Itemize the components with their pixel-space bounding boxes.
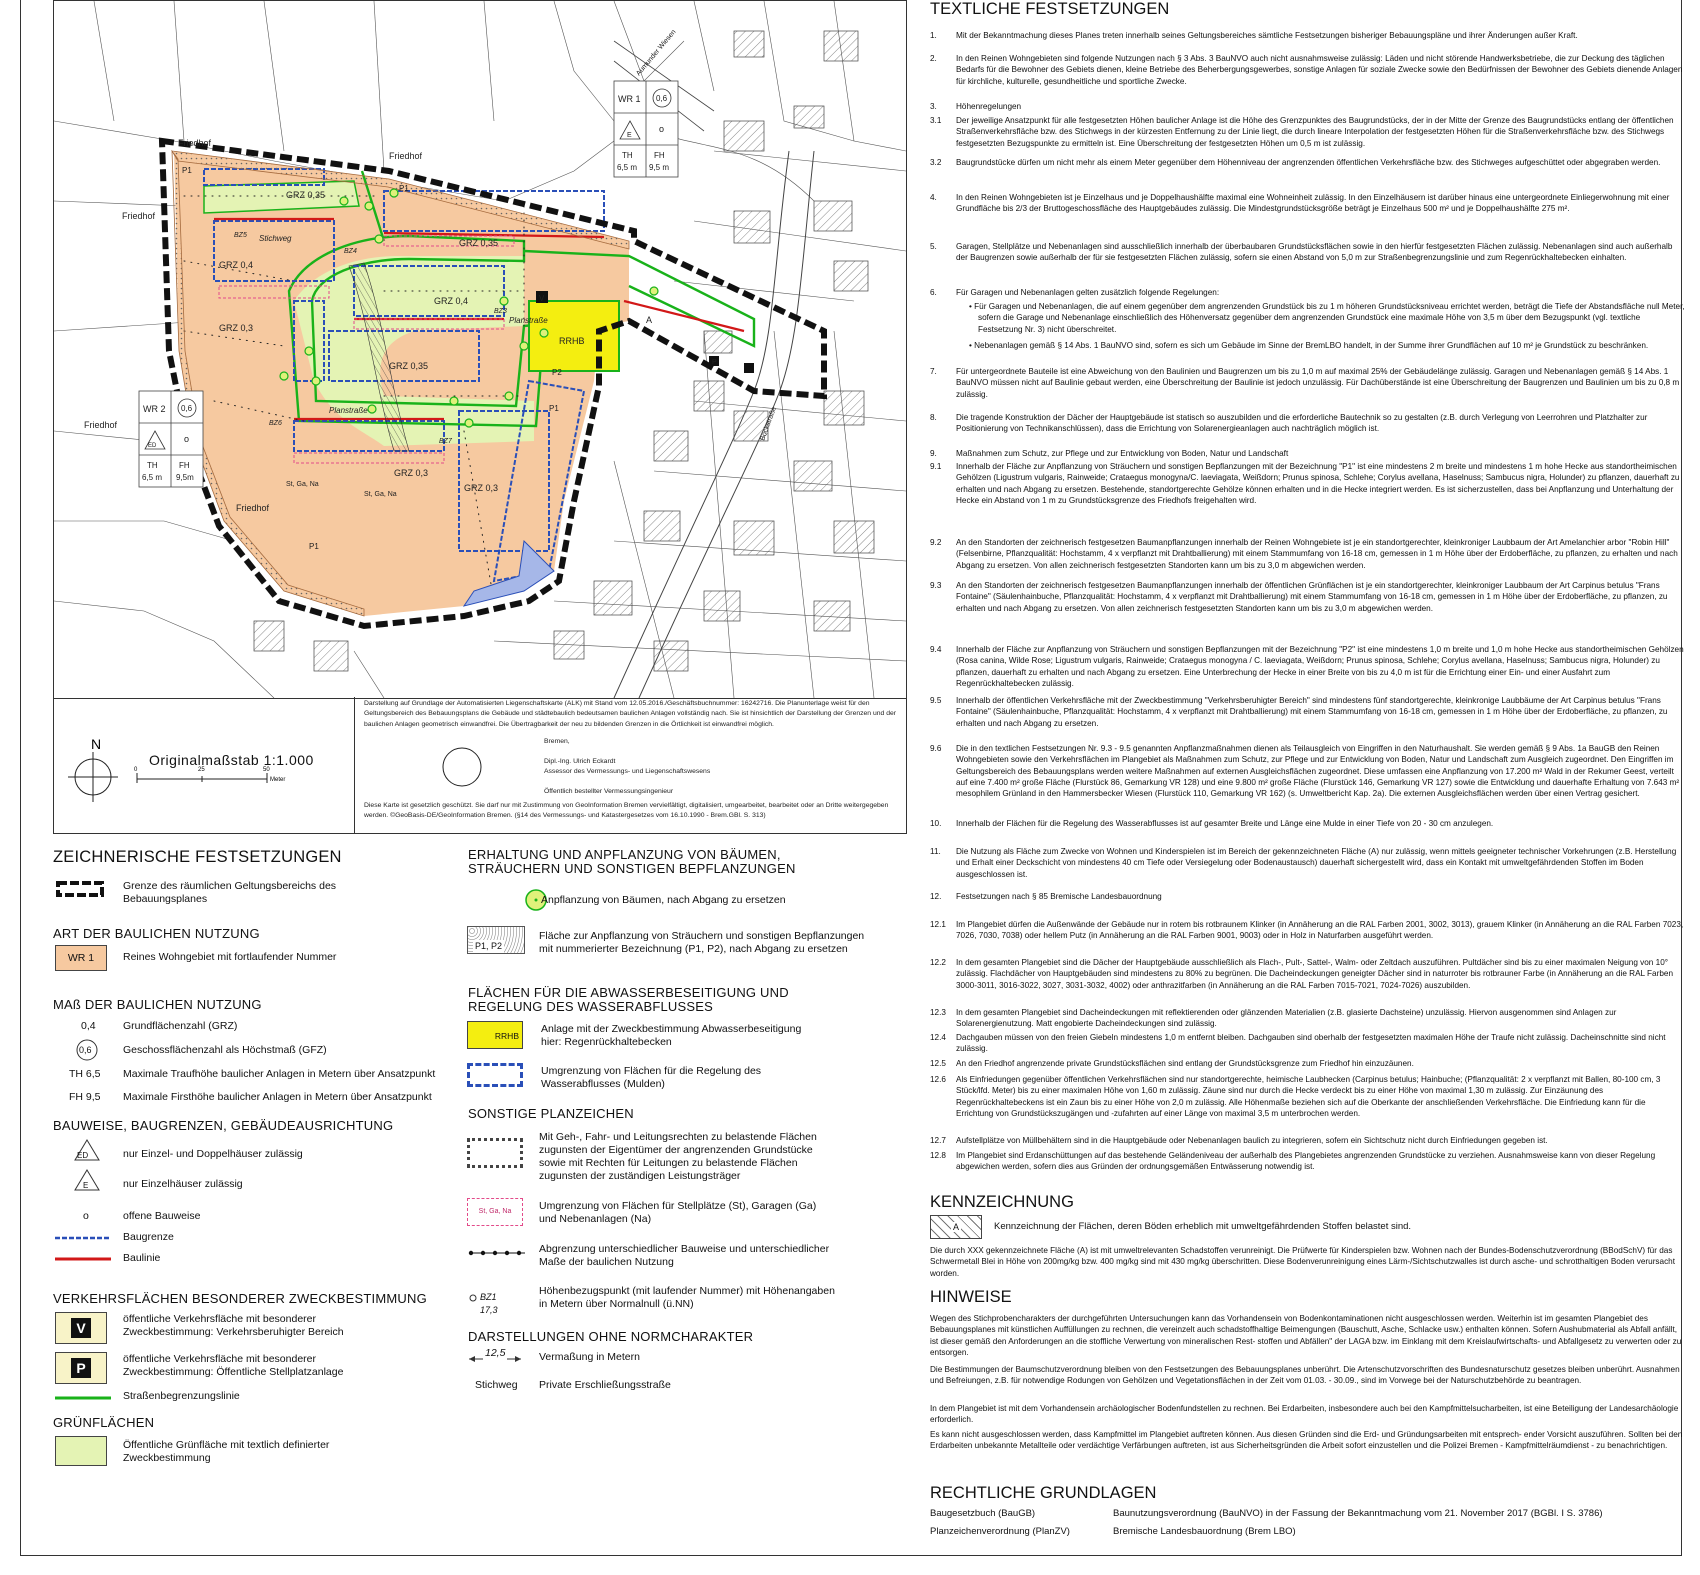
festsetzung-text: Im Plangebiet dürfen die Außenwände der Gebäude nur in rotem bis rotbraunem Klinker (in Annäherung an die RAL Farben 2001, 3002, 3013), grauem Klinker (in Annäherung an die RAL Farben 7023, 7026, 7030, 7038) oder hellem Putz (in Annäherung an die RAL Farben 9001, 9003) oder in Holz in Naturfarben ausgeführt werden.: [956, 920, 1684, 941]
festsetzung-number: 12.4: [930, 1033, 946, 1042]
festsetzung-number: 7.: [930, 367, 937, 376]
festsetzung-number: 9.6: [930, 744, 942, 753]
festsetzung-text: Baugrundstücke dürfen um nicht mehr als einem Meter gegenüber dem Höhenniveau der angrenzenden öffentlichen Verkehrsfläche bzw. des Stichweges aufgeschüttet oder abgegraben werden.: [956, 158, 1661, 167]
label-rrhb: RRHB: [559, 336, 585, 346]
legend-grenze: Grenze des räumlichen Geltungsbereichs des Bebauungsplanes: [123, 880, 337, 905]
festsetzung-item: [930, 891, 1685, 902]
legend-stga: Umgrenzung von Flächen für Stellplätze (St), Garagen (Ga) und Nebenanlagen (Na): [539, 1200, 817, 1225]
scale-tick-50: 50: [263, 767, 270, 773]
scale-tick-25: 25: [198, 767, 205, 773]
schablone-wr2-th: TH: [147, 461, 158, 470]
stich-symbol: Stichweg: [475, 1379, 518, 1391]
legend-title: ZEICHNERISCHE FESTSETZUNGEN: [53, 848, 342, 866]
stga-symbol: St, Ga, Na: [467, 1198, 523, 1226]
hinw-3: In dem Plangebiet ist mit dem Vorhandensein archäologischer Bodenfundstellen zu rechnen. Bei Erdarbeiten, insbesondere auch bei den Kampfmittelsucharbeiten, ist eine Beteiligung der Landesarchäologie erforderlich.: [930, 1404, 1679, 1425]
festsetzung-text: • Nebenanlagen gemäß § 14 Abs. 1 BauNVO sind, sofern es sich um Gebäude im Sinne der BremLBO handelt, in der Summe ihrer Grundflächen auf 10 m² je Grundstück zu beschränken.: [969, 341, 1649, 350]
bz-symbol: BZ1: [480, 1292, 497, 1302]
text-panel: [930, 0, 1690, 1555]
festsetzung-text: Innerhalb der Flächen für die Regelung des Wasserabflusses ist auf gesamter Breite und Länge eine Mulde in einer Tiefe von 20 - 30 cm anzulegen.: [956, 819, 1494, 828]
festsetzung-number: 1.: [930, 31, 937, 40]
festsetzung-item: [930, 101, 1685, 112]
festsetzung-item: [930, 448, 1685, 459]
legend-fh: Maximale Firsthöhe baulicher Anlagen in Metern über Ansatzpunkt: [123, 1091, 432, 1103]
gfz-symbol: 0,6: [79, 1045, 92, 1055]
wr1-symbol: WR 1: [55, 945, 107, 971]
festsetzung-text: Im Plangebiet sind Erdanschüttungen auf das bestehende Geländeniveau der außerhalb des Plangebietes angrenzenden Grundstücke zu verziehen. Ausnahmsweise kann von dieser Regelung abgewichen werden, sofern dies aus Gründen der ordnungsgemäßen Entwässerung notwendig ist.: [956, 1151, 1656, 1172]
festsetzung-text: Die Nutzung als Fläche zum Zwecke von Wohnen und Kinderspielen ist im Bereich der gekennzeichneten Fläche (A) nur zulässig, wenn mittels geeigneter technischer Vorkehrungen (z.B. Herstellung und Erhalt einer Deckschicht von mindestens 40 cm Tiefe oder Versiegelung oder Bodenaustausch) dauerhaft sichergestellt wird, dass ein Kontakt mit umweltgefährdenden Stoffen im Boden ausgeschlossen ist.: [956, 847, 1677, 879]
legend-bz: Höhenbezugspunkt (mit laufender Nummer) mit Höhenangaben in Metern über Normalnull (ü.NN): [539, 1285, 835, 1310]
v-symbol-box: [55, 1312, 107, 1344]
label-bz6: BZ6: [269, 420, 282, 427]
festsetzung-number: 12.: [930, 892, 942, 901]
festsetzung-item: [930, 957, 1685, 991]
festsetzung-text: An den Standorten der zeichnerisch festgesetzen Baumanpflanzungen innerhalb der öffentlichen Grünflächen ist je ein standortgerechter, kleinkroniger Laubbaum der Art Carpinus betulus "Frans Fontaine" (Säulenhainbuche, Pflanzqualität: Hochstamm, 4 x verpflanzt mit Drahtballierung) mit einem Stammumfang von 16-18 cm, gemessen in 1 m Höhe über der Erdoberfläche, zu pflanzen, zu erhalten und nach Abgang zu ersetzen. Von allen zeichnerisch festgesetzten Standorten kann um bis zu 3,0 m abgewichen werden.: [956, 581, 1668, 613]
sonst-title: SONSTIGE PLANZEICHEN: [468, 1106, 634, 1121]
label-grz-04-1: GRZ 0,4: [219, 260, 254, 270]
label-p2: P2: [552, 368, 562, 377]
gruen-title: GRÜNFLÄCHEN: [53, 1415, 155, 1430]
verkehr-title: VERKEHRSFLÄCHEN BESONDERER ZWECKBESTIMMUNG: [53, 1291, 427, 1306]
recht-2-b: Bremische Landesbauordnung (Brem LBO): [1113, 1526, 1296, 1537]
festsetzung-text: Festsetzungen nach § 85 Bremische Landesbauordnung: [956, 892, 1162, 901]
hinw-2: Die Bestimmungen der Baumschutzverordnung bleiben von den Festsetzungen des Bebauungsplanes unberührt. Die Artenschutzvorschriften des Bundesnaturschutz gesetzes bleiben unberührt. Ausnahmen und Befreiungen, z.B. für notwendige Rodungen von Gehölzen und Vegetationsflächen in der Zeit vom 01.03. - 30.09., sind im Vorwege bei der Naturschutzbehörde zu beantragen.: [930, 1365, 1680, 1386]
festsetzung-number: 4.: [930, 193, 937, 202]
label-bz3: BZ3: [494, 308, 507, 315]
festsetzung-number: 3.2: [930, 158, 942, 167]
festsetzung-item: [930, 1032, 1685, 1055]
festsetzung-text: Innerhalb der Fläche zur Anpflanzung von Sträuchern und sonstigen Bepflanzungen mit der Bezeichnung "P2" ist eine mindestens 1,0 m breite und 1,0 m hohe Hecke aus standortheimischen Gehölzen (Rosa canina, Wilde Rose; Ligustrum vulgaris, Rainweide; Crataegus monogyna / C. laeviagata, Weißdorn; Prunus spinosa, Schlehe; Corylus avellana, Haselnuss; Sambucus nigra, Holunder) zu pflanzen, dauerhaft zu erhalten und nach Abgang zu ersetzen. Eine Unterbrechung der Hecke in einer Breite von bis zu 4,0 m ist für die Errichtung einer Ein- und einer Ausfahrt zum Regenrückhaltebecken zulässig.: [956, 645, 1684, 688]
festsetzung-text: Die tragende Konstruktion der Dächer der Hauptgebäude ist statisch so auszubilden und die erforderliche Bautechnik so zu gestalten (z.B. durch Verlegung von Leerrohren und Platzhalter zur Positionierung von Technikanschlüssen), dass die Errichtung von Solarenergieanlagen auch nachträglich möglich ist.: [956, 413, 1648, 434]
erhalt-title: ERHALTUNG UND ANPFLANZUNG VON BÄUMEN, STRÄUCHERN UND SONSTIGEN BEPFLANZUNGEN: [468, 847, 796, 876]
schablone-wr2-o: o: [184, 434, 190, 444]
festsetzung-text: Maßnahmen zum Schutz, zur Pflege und zur Entwicklung von Boden, Natur und Landschaft: [956, 449, 1289, 458]
gfl-symbol: [467, 1138, 523, 1168]
legend-strasse: Straßenbegrenzungslinie: [123, 1390, 240, 1402]
o-symbol: o: [83, 1210, 89, 1222]
festsetzung-item: [930, 1135, 1685, 1146]
festsetzung-item: [930, 366, 1685, 400]
label-st-ga-na-1: St, Ga, Na: [286, 481, 319, 488]
hinw-1: Wegen des Stichprobencharakters der durchgeführten Untersuchungen kann das Vorhandensein von Bodenkontaminationen nicht ausgeschlossen werden. Weiterhin ist im gesamten Plangebiet des Bebauungsplanes mit künstlichen Auffüllungen zu rechnen, die vereinzelt auch schadstoffhaltige Beimengungen (Bauschutt, Asche, Schlacke usw.) enthalten können. Sofern Aushubmaterial als Abfall anfällt, ist dieser gemäß den Anforderungen an die stoffliche Verwertung von mineralischen Rest- stoffen und Abfällen" der LAGA bzw. im Einklang mit dem Kreislaufwirtschafts- und Abfallgesetz zu verwerten oder zu entsorgen.: [930, 1314, 1682, 1357]
schablone-wr1-label: WR 1: [618, 94, 641, 104]
label-grz-035-2: GRZ 0,35: [459, 238, 499, 248]
legend-rrhb: Anlage mit der Zweckbestimmung Abwasserbeseitigung hier: Regenrückhaltebecken: [541, 1023, 802, 1048]
schablone-wr2-th-val: 6,5 m: [142, 473, 163, 482]
art-title: ART DER BAULICHEN NUTZUNG: [53, 926, 260, 941]
label-grz-035-3: GRZ 0,35: [389, 361, 429, 371]
legend-grz: Grundflächenzahl (GRZ): [123, 1020, 238, 1032]
darst-title: DARSTELLUNGEN OHNE NORMCHARAKTER: [468, 1329, 754, 1344]
festsetzung-item: [930, 537, 1685, 571]
schablone-wr1: [614, 81, 678, 177]
ed-symbol: ED: [77, 1151, 89, 1160]
festsetzung-text: Die in den textlichen Festsetzungen Nr. 9.3 - 9.5 genannten Anpflanzmaßnahmen dienen als Teilausgleich von Eingriffen in den Naturhaushalt. Sie werden gemäß § 9 Abs. 1a BauGB den Reinen Wohngebieten sowie den Verkehrsflächen im Plangebiet als Maßnahmen zum Schutz, zur Pflege und zur Entwicklung von Boden, Natur und Landschaft zum Ausgleich zugeordnet. Den Eingriffen im Geltungsbereich des Bebauungsplans werden weitere Maßnahmen auf externen Ausgleichsflächen zugeordnet. Diese umfassen eine Anpflanzung von 17.200 m² Wald in der Rekumer Geest, verteilt auf eine 7.400 m² große Fläche (Flurstück 86, Gemarkung VR 128) und eine 9.800 m² große Fläche (Flurstück 146, Gemarkung VR 127) sowie die Entwicklung und dauerhafte Erhaltung von 7.643 m² mesophilem Grünland in den Hammersbecker Wiesen (Flurstück 110, Gemarkung VR 162) (s. Umweltbericht Kap. 2a). Die externen Ausgleichsflächen werden über einen Vertrag gesichert.: [956, 744, 1680, 799]
label-grz-03-3: GRZ 0,3: [464, 483, 499, 493]
festsetzung-number: 11.: [930, 847, 941, 856]
scale-tick-0: 0: [134, 767, 138, 773]
north-label: N: [91, 736, 102, 752]
legend-gfz: Geschossflächenzahl als Höchstmaß (GFZ): [123, 1044, 327, 1056]
festsetzung-text: Für Garagen und Nebenanlagen gelten zusätzlich folgende Regelungen:: [956, 288, 1220, 297]
label-bz4: BZ4: [344, 248, 357, 255]
festsetzung-number: 12.2: [930, 958, 946, 967]
p-symbol-box: [55, 1352, 107, 1384]
survey-role-2: Öffentlich bestellter Vermessungsingenieur: [544, 787, 674, 795]
festsetzung-number: 12.1: [930, 920, 946, 929]
legend-p: öffentliche Verkehrsfläche mit besonderer Zweckbestimmung: Öffentliche Stellplatzanlage: [123, 1353, 344, 1378]
festsetzung-item: [930, 644, 1685, 689]
schablone-wr1-gfz: 0,6: [656, 94, 668, 103]
legend-gfl: Mit Geh-, Fahr- und Leitungsrechten zu belastende Flächen zugunsten der Eigentümer der angrenzenden Grundstücke sowie mit Rechten für Leitungen zu belastende Flächen zugunsten der zuständigen Leistungsträger: [539, 1131, 817, 1182]
v-symbol: V: [71, 1318, 91, 1338]
e-symbol: E: [83, 1181, 89, 1190]
mulden-symbol: [467, 1063, 523, 1087]
festsetzung-number: 10.: [930, 819, 942, 828]
scale-unit: Meter: [270, 777, 286, 783]
festsetzung-number: 6.: [930, 288, 937, 297]
north-scale-box: [54, 697, 355, 833]
label-friedhof-3: Friedhof: [122, 211, 156, 221]
festsetzung-item: [930, 30, 1685, 41]
label-a: A: [646, 315, 653, 325]
abwasser-title: FLÄCHEN FÜR DIE ABWASSERBESEITIGUNG UND REGELUNG DES WASSERABFLUSSES: [468, 985, 789, 1014]
text-title: TEXTLICHE FESTSETZUNGEN: [930, 0, 1170, 18]
legend-gruen: Öffentliche Grünfläche mit textlich definierter Zweckbestimmung: [123, 1439, 330, 1464]
festsetzung-number: 3.: [930, 102, 937, 111]
th-symbol: TH 6,5: [69, 1068, 101, 1080]
festsetzung-item: [930, 846, 1685, 880]
schablone-wr1-o: o: [659, 124, 665, 134]
legend-baulinie: Baulinie: [123, 1252, 161, 1264]
festsetzung-item: [930, 1058, 1685, 1069]
festsetzung-number: 12.3: [930, 1008, 946, 1017]
festsetzung-item: [930, 580, 1685, 614]
parking-marker-2: [744, 363, 754, 373]
schablone-wr1-fh: FH: [654, 151, 665, 160]
schablone-wr2-gfz: 0,6: [181, 404, 193, 413]
festsetzung-text: • Für Garagen und Nebenanlagen, die auf einem gegenüber dem angrenzenden Grundstück bis zu 1 m höheren Grundstücksniveau errichtet werden, beträgt die Tiefe der Abstandsfläche null Meter, sofern die Garage und Nebenanlage einschließlich des Höhenversatz gegenüber dem angrenzenden Grundstück eine maximale Höhe von 3,5 m über dem Bezugspunkt (vgl. textliche Festsetzung Nr. 3) nicht überschreitet.: [969, 302, 1685, 334]
festsetzung-number: 9.3: [930, 581, 942, 590]
festsetzung-item: [930, 743, 1685, 799]
label-v: V: [539, 294, 545, 303]
fh-symbol: FH 9,5: [69, 1091, 101, 1103]
festsetzung-text: In den Reinen Wohngebieten ist je Einzelhaus und je Doppelhaushälfte maximal eine Wohneinheit zulässig. In den Einzelhäusern ist darüber hinaus eine untergeordnete Einliegerwohnung mit einer Grundfläche bis 2/3 der Bruttogeschossfläche des Hauptgebäudes zulässig. Die Mindestgrundstücksgröße beträgt je Einzelhaus 500 m² und je Doppelhaushälfte 275 m².: [956, 193, 1670, 214]
legend-verm: Vermaßung in Metern: [539, 1351, 640, 1363]
kenn-title: KENNZEICHNUNG: [930, 1193, 1074, 1211]
label-p1-2: P1: [399, 184, 409, 193]
schablone-wr2-ed: ED: [148, 443, 157, 449]
survey-text-1: Darstellung auf Grundlage der Automatisierten Liegenschaftskarte (ALK) mit Stand vom 12.05.2016./Geschäftsbuchnummer: 16242716. Die Planunterlage weist für den Geltungsbereich des Bebauungsplans die Gebäude und städtebaulich bedeutsamen baulichen Anlagen vollständig nach. Sie ist hinsichtlich der Darstellung der Grenzen und der baulichen Anlagen geometrisch einwandfrei. Die Übertragbarkeit der neu zu bildenden Grenzen in die Örtlichkeit ist einwandfrei möglich.: [364, 700, 897, 728]
plan-map: [53, 0, 907, 699]
festsetzung-item: [930, 412, 1685, 435]
legend-wr1: Reines Wohngebiet mit fortlaufender Nummer: [123, 951, 337, 963]
festsetzung-item: [930, 1150, 1685, 1173]
festsetzung-number: 12.5: [930, 1059, 946, 1068]
label-bz7: BZ7: [439, 438, 452, 445]
festsetzung-text: In den Reinen Wohngebieten sind folgende Nutzungen nach § 3 Abs. 3 BauNVO auch nicht ausnahmsweise zulässig: Läden und nicht störende Handwerksbetriebe, die zur Deckung des täglichen Bedarfs für die Bewohner des Gebiets dienen, kleine Betriebe des Beherbergungsgewerbes, sonstige Anlagen für soziale Zwecke sowie den Bedürfnissen der Bewohner des Gebiets dienende Anlagen für kirchliche, kulturelle, gesundheitliche und sportliche Zwecke.: [956, 54, 1683, 86]
festsetzung-number: 3.1: [930, 116, 942, 125]
label-friedhof-2: Friedhof: [389, 151, 423, 161]
festsetzung-item: [930, 192, 1685, 215]
label-friedhof-5: Friedhof: [236, 503, 270, 513]
strassenbegrenzung-icon: [55, 1394, 111, 1402]
p1p2-symbol: P1, P2: [475, 941, 503, 951]
baulinie-icon: [55, 1255, 111, 1263]
kenn-body: Die durch XXX gekennzeichnete Fläche (A) ist mit umweltrelevanten Schadstoffen verunreinigt. Die Prüfwerte für Kinderspielen bzw. Wohnen nach der Bundes-Bodenschutzverordnung (BBodSchV) für das Schwermetall Blei in Höhe von 200mg/kg bzw. 400 mg/kg sind mit 430 mg/kg überschritten. Diese Bodenverunreinigung eines Lärm-/Sichtschutzwalles ist durch asche- und schrotthaltigen Boden verursacht worden.: [930, 1246, 1675, 1278]
festsetzung-text: Der jeweilige Ansatzpunkt für alle festgesetzten Höhen baulicher Anlage ist die Höhe des Grenzpunktes des Baugrundstücks, der in der Mitte der Grenze des Baugrundstücks entlang der öffentlichen Straßenverkehrsfläche bzw. des Stichwegs in der kürzesten Entfernung zu der Linie liegt, die durch lineare Interpolation der festgesetzten Höhen für die Straßenverkehrsfläche bzw. des Stichwegs festgesetzten Bezugspunkte zu ermitteln ist. Eine Überschreitung der festgesetzten Höhen um 0,5 m ist zulässig.: [956, 116, 1674, 148]
label-grz-04-2: GRZ 0,4: [434, 296, 469, 306]
legend-ed: nur Einzel- und Doppelhäuser zulässig: [123, 1148, 303, 1160]
bauweise-title: BAUWEISE, BAUGRENZEN, GEBÄUDEAUSRICHTUNG: [53, 1118, 394, 1133]
festsetzung-text: Dachgauben müssen von den freien Giebeln mindestens 1,0 m entfernt bleiben. Dachgauben sind oberhalb der festgesetzten maximalen Höhe der Traufe nicht zulässig. Dacheinschnitte sind nicht zulässig.: [956, 1033, 1666, 1054]
festsetzung-item: [930, 340, 1685, 351]
festsetzung-number: 9.: [930, 449, 937, 458]
legend-v: öffentliche Verkehrsfläche mit besonderer Zweckbestimmung: Verkehrsberuhigter Bereich: [123, 1313, 344, 1338]
schablone-wr2-label: WR 2: [143, 404, 166, 414]
legend-p1p2: Fläche zur Anpflanzung von Sträuchern und sonstigen Bepflanzungen mit nummerierter Bezeichnung (P1, P2), nach Abgang zu ersetzen: [539, 930, 865, 955]
festsetzung-text: Als Einfriedungen gegenüber öffentlichen Verkehrsflächen sind nur standortgerechte, heimische Laubhecken (Carpinus betulus; Hainbuche; (Pflanzqualität: 2 x verpflanzt mit Ballen, 80-100 cm, 3 Stück/lfd. Meter) bis zu einer maximalen Höhe von 1,60 m zulässig. Zäune sind nur durch die Hecke verdeckt bis zu einer Höhe von maximal 1,30 m zulässig. Zur Einzäunung des Regenrückhaltebeckens ist ein Zaun bis zu einer Höhe von 2,0 m zulässig. Alle Höhenmaße beziehen sich auf die Oberkante der anschließenden Verkehrsfläche. Die Einfriedung kann für die Errichtung von Grundstückszugängen und -zufahrten auf einer Länge von maximal 3,5 m unterbrochen werden.: [956, 1075, 1661, 1118]
p-symbol: P: [71, 1358, 91, 1378]
festsetzung-number: 2.: [930, 54, 937, 63]
legend-mulden: Umgrenzung von Flächen für die Regelung des Wasserabflusses (Mulden): [541, 1065, 762, 1090]
festsetzung-item: [930, 241, 1685, 264]
legend-baum: Anpflanzung von Bäumen, nach Abgang zu ersetzen: [541, 894, 786, 906]
legend-abgr: Abgrenzung unterschiedlicher Bauweise und unterschiedlicher Maße der baulichen Nutzung: [539, 1243, 830, 1268]
boundary-legend-icon: [55, 879, 105, 899]
kenn-symbol: [930, 1215, 982, 1239]
festsetzung-number: 12.6: [930, 1075, 946, 1084]
festsetzung-text: Garagen, Stellplätze und Nebenanlagen sind ausschließlich innerhalb der überbaubaren Grundstücksflächen sowie in den hierfür festgesetzten Flächen zulässig. Nebenanlagen sind auch außerhalb der Baugrenzen sowie außerhalb der für sie festgesetzten Flächen zulässig, sofern sie einen Abstand von 5,0 m zur Straßenbegrenzungslinie und zum Regenrückhaltebecken einhalten.: [956, 242, 1673, 263]
schablone-wr1-th-val: 6,5 m: [617, 163, 638, 172]
kenn-symbol-label: A: [952, 1222, 959, 1232]
festsetzung-item: [930, 461, 1685, 506]
label-stichweg: Stichweg: [259, 234, 292, 243]
festsetzung-text: Innerhalb der Fläche zur Anpflanzung von Sträuchern und sonstigen Bepflanzungen mit der Bezeichnung "P1" ist eine mindestens 2 m breite und mindestens 1 m hohe Hecke aus standortheimischen Gehölzen (Ligustrum vulgaris, Rainweide; Crataegus monogyna/C. laeviagata, Weißdorn; Prunus spinosa, Schlehe; Corylus avellana, Haselnuss; Sambucus nigra, Holunder) zu pflanzen, dauerhaft zu erhalten und nach Abgang zu ersetzen. Bestehende, standortgerechte Gehölze können erhalten und in die Hecke integriert werden. Es ist sicherzustellen, dass bei Anpflanzung und Unterhaltung der Hecke ein Abstand von 1 m zu Grundstücksgrenze des Friedhofs freigehalten wird.: [956, 462, 1680, 505]
festsetzung-number: 12.8: [930, 1151, 946, 1160]
festsetzung-number: 8.: [930, 413, 937, 422]
baugrenze-icon: [55, 1234, 111, 1242]
label-friedhof-1: Friedhof: [178, 138, 212, 148]
schablone-wr1-fh-val: 9,5 m: [649, 163, 670, 172]
festsetzung-text: An den Friedhof angrenzende private Grundstücksflächen sind entlang der Grundstücksgrenze zum Friedhof hin einzuzäunen.: [956, 1059, 1414, 1068]
schablone-wr1-e: E: [627, 132, 632, 139]
legend-o: offene Bauweise: [123, 1210, 201, 1222]
legend-e: nur Einzelhäuser zulässig: [123, 1178, 243, 1190]
label-friedhof-4: Friedhof: [84, 420, 118, 430]
schablone-wr2: [139, 391, 203, 487]
festsetzung-item: [930, 157, 1685, 168]
label-planstrasse-1: Planstraße: [509, 316, 548, 325]
survey-role: Assessor des Vermessungs- und Liegenschaftswesens: [544, 767, 711, 775]
hinw-4: Es kann nicht ausgeschlossen werden, dass Kampfmittel im Plangebiet auftreten können. Aus diesen Gründen sind die Erd- und Gründungsarbeiten mit entsprech- ender Vorsicht auszuführen. Sollten bei den Erdarbeiten unbekannte Metallteile oder verdächtige Verfärbungen auftreten, ist aus Sicherheitsgründen die Arbeit sofort einzustellen und die Polizei Bremen - Kampfmittelräumdienst - zu benachrichtigen.: [930, 1430, 1683, 1451]
label-aumunder-wiesen: Aumunder Wiesen: [635, 28, 678, 78]
festsetzung-text: An den Standorten der zeichnerisch festgesetzen Baumanpflanzungen innerhalb der Reinen Wohngebiete ist je ein standortgerechter, kleinkroniger Laubbaum der Art Amelanchier arbor "Robin Hill" (Felsenbirne, Pflanzqualität: Hochstamm, 4 x verpflanzt mit Drahtballierung) mit einem Stammumfang von 16-18 cm, gemessen in 1 m Höhe über der Erdoberfläche, zu pflanzen, zu erhalten und nach Abgang zu ersetzen. Von allen zeichnerisch festgesetzten Standorten kann um bis zu 3,0 m abgewichen werden.: [956, 538, 1678, 570]
festsetzung-number: 5.: [930, 242, 937, 251]
kenn-text: Kennzeichnung der Flächen, deren Böden erheblich mit umweltgefährdenden Stoffen belastet sind.: [994, 1221, 1412, 1232]
legend-stich: Private Erschließungsstraße: [539, 1379, 671, 1391]
label-p1-3: P1: [549, 404, 559, 413]
festsetzung-item: [930, 287, 1685, 298]
bz-point-icon: [467, 1293, 479, 1303]
survey-text-2: Diese Karte ist gesetzlich geschützt. Sie darf nur mit Zustimmung von GeoInformation Bremen vervielfältigt, digitalisiert, umgearbeitet, bearbeitet oder an Dritte weitergegeben werden. ©GeoBasis-DE/GeoInformation Bremen. (§14 des Vermessungs- und Katastergesetzes vom 16.10.1990 - Brem.GBl. S. 313): [364, 801, 889, 820]
mass-title: MAß DER BAULICHEN NUTZUNG: [53, 997, 262, 1012]
festsetzung-text: Aufstellplätze von Müllbehältern sind in die Hauptgebäude oder Nebenanlagen baulich zu integrieren, sofern ein Sichtschutz nicht durch Einfriedungen gegeben ist.: [956, 1136, 1548, 1145]
festsetzung-item: [930, 695, 1685, 729]
festsetzung-item: [930, 1007, 1685, 1030]
seal-circle: [443, 748, 481, 786]
festsetzung-item: [930, 1074, 1685, 1119]
festsetzung-text: Mit der Bekanntmachung dieses Planes treten innerhalb seines Geltungsbereiches sämtliche Festsetzungen bisheriger Bebauungspläne und ihrer Änderungen außer Kraft.: [956, 31, 1578, 40]
survey-place: Bremen,: [544, 737, 570, 745]
festsetzung-number: 12.7: [930, 1136, 946, 1145]
legend-th: Maximale Traufhöhe baulicher Anlagen in Metern über Ansatzpunkt: [123, 1068, 436, 1080]
label-planstrasse-2: Planstraße: [329, 406, 368, 415]
bz-symbol-2: 17,3: [480, 1305, 498, 1315]
label-grz-03-1: GRZ 0,3: [219, 323, 254, 333]
label-st-ga-na-2: St, Ga, Na: [364, 491, 397, 498]
festsetzung-item: [930, 301, 1685, 335]
label-bockstrasse: Bockstraße: [759, 406, 778, 442]
legend-panel: [53, 848, 913, 1548]
festsetzung-text: Innerhalb der öffentlichen Verkehrsfläche mit der Zweckbestimmung "Verkehrsberuhigter Bereich" sind mindestens fünf standortgerechte, kleinkronige Laubbäume der Art Carpinus betulus "Frans Fontaine" (Säulenhainbuche, Pflanzqualität: Hochstamm, 4 x verpflanzt mit Drahtballierung) mit einem Stammumfang von 16-18 cm, gemessen in 1 m Höhe über der Erdoberfläche, zu pflanzen, zu erhalten und nach Abgang zu ersetzen.: [956, 696, 1668, 728]
label-bz5: BZ5: [234, 232, 247, 239]
legend-baugrenze: Baugrenze: [123, 1231, 174, 1243]
hinw-title: HINWEISE: [930, 1288, 1012, 1306]
abgrenzung-icon: [467, 1248, 527, 1258]
label-grz-035-1: GRZ 0,35: [286, 190, 326, 200]
recht-1-a: Baugesetzbuch (BauGB): [930, 1508, 1036, 1519]
recht-title: RECHTLICHE GRUNDLAGEN: [930, 1484, 1157, 1502]
festsetzung-number: 9.5: [930, 696, 942, 705]
schablone-wr1-th: TH: [622, 151, 633, 160]
label-grz-03-2: GRZ 0,3: [394, 468, 429, 478]
rrhb-symbol: RRHB: [467, 1021, 523, 1049]
recht-2-a: Planzeichenverordnung (PlanZV): [930, 1526, 1070, 1537]
recht-1-b: Baunutzungsverordnung (BauNVO) in der Fassung der Bekanntmachung vom 21. November 2017 (BGBl. I S. 3786): [1113, 1508, 1603, 1519]
scale-label: Originalmaßstab 1:1.000: [149, 752, 314, 768]
festsetzung-item: [930, 115, 1685, 149]
verm-symbol: 12,5: [485, 1347, 506, 1359]
label-p: P: [712, 359, 717, 366]
festsetzung-number: 9.1: [930, 462, 942, 471]
festsetzung-text: In dem gesamten Plangebiet sind Dacheindeckungen mit reflektierenden oder glänzenden Materialien (z.B. glasierte Dachsteine) unzulässig. Hiervon ausgenommen sind Anlagen zur Solarenergienutzung. Matt engobierte Dacheindeckungen sind zulässig.: [956, 1008, 1617, 1029]
survey-name: Dipl.-Ing. Ulrich Eckardt: [544, 757, 616, 765]
plan-info-block: [53, 697, 907, 834]
festsetzung-item: [930, 818, 1685, 829]
festsetzung-number: 9.4: [930, 645, 942, 654]
festsetzung-item: [930, 53, 1685, 87]
festsetzung-text: Für untergeordnete Bauteile ist eine Abweichung von den Baulinien und Baugrenzen um bis zu 1,0 m auf maximal 25% der Gebäudelänge zulässig. Garagen und Nebenanlagen gemäß § 14 Abs. 1 BauNVO müssen nicht auf Baulinie gebaut werden, eine Überschreitung der Baulinie ist jedoch unzulässig. Für Dachüberstände ist eine Überschreitung der Baugrenzen und Baulinien um bis zu 0,8 m zulässig.: [956, 367, 1680, 399]
festsetzung-text: In dem gesamten Plangebiet sind die Dächer der Hauptgebäude ausschließlich als Flach-, Pult-, Sattel-, Walm- oder Zeltdach auszuführen. Pultdächer sind bis zu einer maximalen Neigung von 10° zulässig. Flachdächer von Hauptgebäuden sind mindestens zu 80% zu begrünen. Die Dacheindeckungen geneigter Dächer sind in naturroter bis rotbrauner Farbe (in Annäherung an die RAL Farben 3000-3011, 3016-3022, 3027, 3031-3032, 4002) oder anthrazitfarben (in Annäherung an die RAL Farben 7015-7021, 7024-7026) auszubilden.: [956, 958, 1674, 990]
schablone-wr2-fh-val: 9,5m: [176, 473, 194, 482]
gruen-symbol: [55, 1436, 107, 1466]
survey-certification: [364, 699, 899, 824]
festsetzung-number: 9.2: [930, 538, 942, 547]
label-p1-4: P1: [309, 542, 319, 551]
schablone-wr2-fh: FH: [179, 461, 190, 470]
label-p1-1: P1: [182, 166, 192, 175]
grz-symbol: 0,4: [81, 1020, 96, 1032]
festsetzung-text: Höhenregelungen: [956, 102, 1022, 111]
festsetzung-item: [930, 919, 1685, 942]
